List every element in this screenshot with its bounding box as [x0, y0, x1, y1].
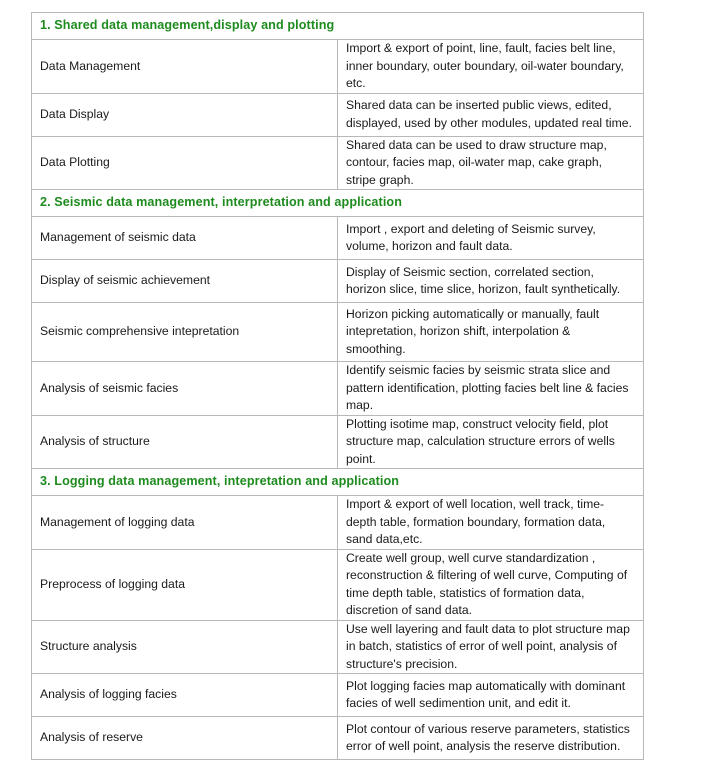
feature-table	[31, 12, 644, 760]
table-row	[32, 217, 644, 260]
feature-name: Data Management	[32, 40, 338, 94]
feature-name: Management of logging data	[32, 496, 338, 550]
table-row	[32, 136, 644, 190]
section-header-row	[32, 13, 644, 40]
feature-name: Analysis of reserve	[32, 717, 338, 760]
feature-description: Use well layering and fault data to plot structure map in batch, statistics of error of well point, analysis of structure's precision.	[338, 620, 644, 674]
feature-name: Analysis of structure	[32, 415, 338, 469]
feature-name: Display of seismic achievement	[32, 260, 338, 303]
section-header-row	[32, 190, 644, 217]
table-row	[32, 415, 644, 469]
table-row	[32, 496, 644, 550]
feature-description: Horizon picking automatically or manually, fault intepretation, horizon shift, interpolation & smoothing.	[338, 303, 644, 362]
table-row	[32, 674, 644, 717]
table-row	[32, 620, 644, 674]
table-row	[32, 717, 644, 760]
feature-description: Import & export of point, line, fault, facies belt line, inner boundary, outer boundary, oil-water boundary, etc.	[338, 40, 644, 94]
feature-name: Structure analysis	[32, 620, 338, 674]
section-title: 1. Shared data management,display and plotting	[32, 13, 644, 40]
feature-description: Plot contour of various reserve parameters, statistics error of well point, analysis the reserve distribution.	[338, 717, 644, 760]
feature-description: Shared data can be inserted public views, edited, displayed, used by other modules, updated real time.	[338, 93, 644, 136]
table-row	[32, 40, 644, 94]
section-title: 2. Seismic data management, interpretation and application	[32, 190, 644, 217]
feature-description: Plotting isotime map, construct velocity field, plot structure map, calculation structure errors of wells point.	[338, 415, 644, 469]
feature-description: Create well group, well curve standardization , reconstruction & filtering of well curve, Computing of time depth table, statistics of formation data, discretion of sand data.	[338, 549, 644, 620]
feature-description: Import & export of well location, well track, time-depth table, formation boundary, formation data, sand data,etc.	[338, 496, 644, 550]
feature-name: Data Display	[32, 93, 338, 136]
feature-name: Preprocess of logging data	[32, 549, 338, 620]
table-row	[32, 303, 644, 362]
feature-description: Shared data can be used to draw structure map, contour, facies map, oil-water map, cake graph, stripe graph.	[338, 136, 644, 190]
feature-description: Display of Seismic section, correlated section, horizon slice, time slice, horizon, fault synthetically.	[338, 260, 644, 303]
feature-name: Management of seismic data	[32, 217, 338, 260]
table-row	[32, 362, 644, 416]
feature-description: Identify seismic facies by seismic strata slice and pattern identification, plotting facies belt line & facies map.	[338, 362, 644, 416]
table-row	[32, 260, 644, 303]
feature-description: Plot logging facies map automatically with dominant facies of well sedimention unit, and edit it.	[338, 674, 644, 717]
section-title: 3. Logging data management, intepretation and application	[32, 469, 644, 496]
section-header-row	[32, 469, 644, 496]
table-row	[32, 93, 644, 136]
feature-name: Seismic comprehensive intepretation	[32, 303, 338, 362]
feature-description: Import , export and deleting of Seismic survey, volume, horizon and fault data.	[338, 217, 644, 260]
feature-name: Analysis of logging facies	[32, 674, 338, 717]
table-row	[32, 549, 644, 620]
feature-name: Analysis of seismic facies	[32, 362, 338, 416]
feature-name: Data Plotting	[32, 136, 338, 190]
